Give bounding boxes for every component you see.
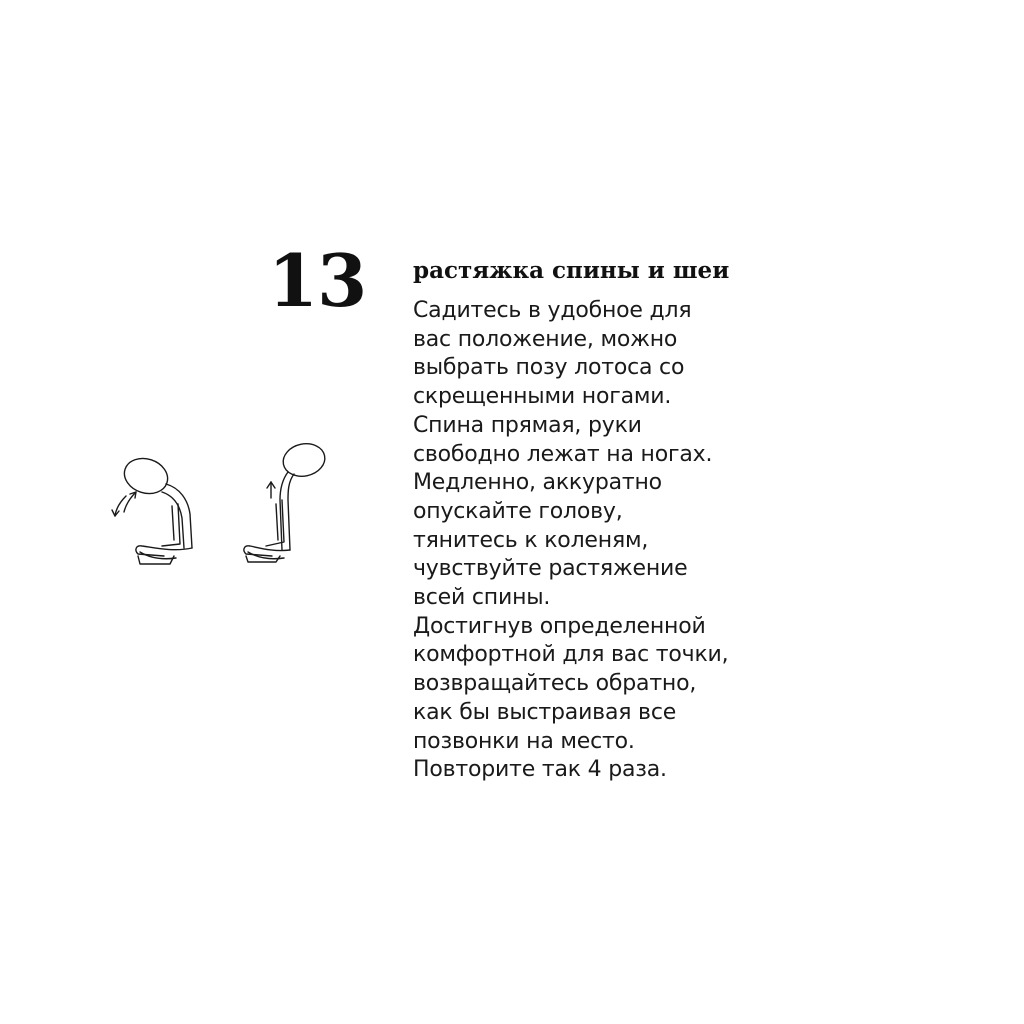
instruction-line: Медленно, аккуратно xyxy=(413,470,662,496)
instructions-text xyxy=(413,297,773,785)
instruction-line: как бы выстраивая все xyxy=(413,699,677,725)
instruction-line: выбрать позу лотоса со xyxy=(413,355,685,381)
instruction-line: скрещенными ногами. xyxy=(413,384,672,410)
seated-upright-figure-icon xyxy=(236,438,336,568)
instruction-line: вас положение, можно xyxy=(413,326,678,352)
instruction-line: Повторите так 4 раза. xyxy=(413,757,667,783)
instruction-line: опускайте голову, xyxy=(413,498,623,524)
instruction-line: Спина прямая, руки xyxy=(413,412,642,438)
instruction-line: Достигнув определенной xyxy=(413,613,706,639)
instruction-line: комфортной для вас точки, xyxy=(413,642,729,668)
exercise-title: растяжка спины и шеи xyxy=(413,257,730,284)
instruction-line: Садитесь в удобное для xyxy=(413,298,692,323)
instruction-line: тянитесь к коленям, xyxy=(413,527,649,553)
instruction-line: позвонки на место. xyxy=(413,728,635,754)
instruction-line: возвращайтесь обратно, xyxy=(413,671,697,697)
instruction-line: чувствуйте растяжение xyxy=(413,556,688,582)
seated-forward-bend-figure-icon xyxy=(104,452,204,568)
instruction-line: свободно лежат на ногах. xyxy=(413,441,713,467)
exercise-number: 13 xyxy=(268,238,367,323)
instruction-line: всей спины. xyxy=(413,585,551,611)
